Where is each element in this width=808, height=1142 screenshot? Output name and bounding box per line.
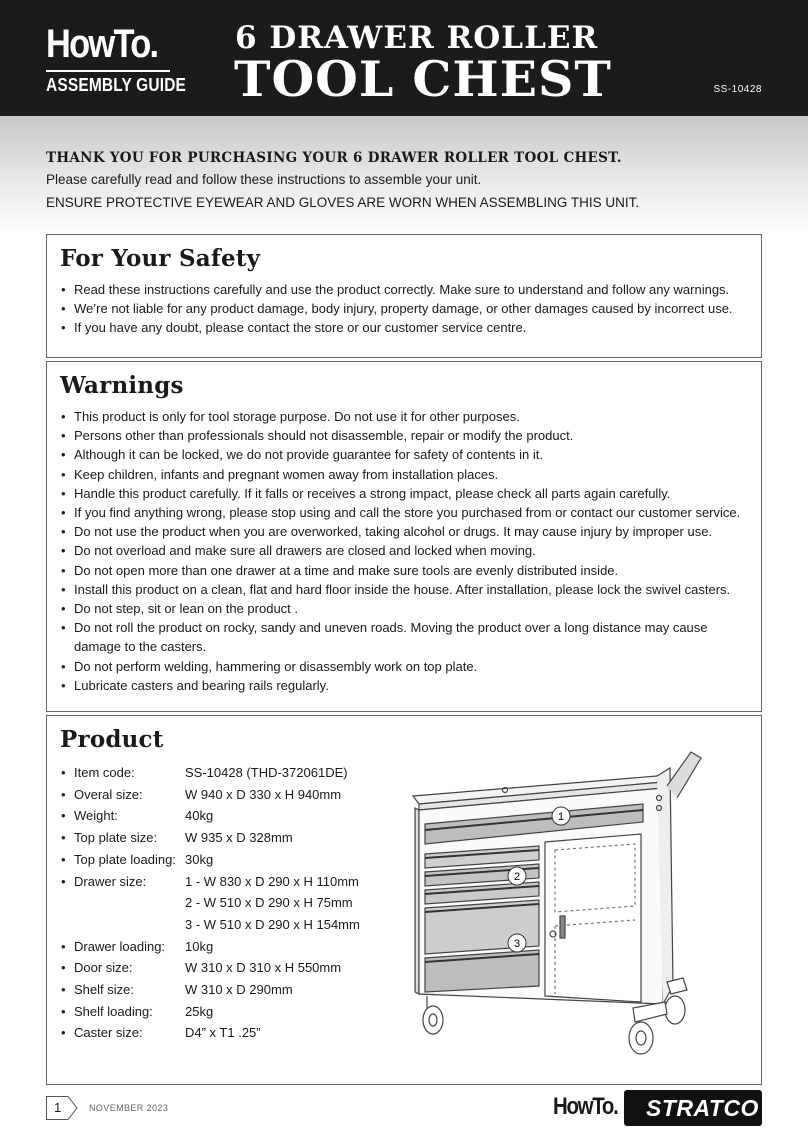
safety-box — [46, 234, 762, 358]
spec-label: • Overal size: — [60, 784, 185, 806]
spec-row — [60, 805, 390, 827]
list-item: • Handle this product carefully. If it falls or receives a strong impact, please check all parts again carefully. — [60, 484, 751, 503]
list-item: • Install this product on a clean, flat and hard floor inside the house. After installation, please lock the swivel casters. — [60, 580, 751, 599]
spec-value: 3 - W 510 x D 290 x H 154mm — [185, 916, 360, 932]
spec-row — [60, 957, 390, 979]
callout-2-label: 2 — [513, 871, 521, 883]
spec-row — [60, 936, 390, 958]
brand-rule — [46, 70, 170, 72]
footer-howto-logo: HowTo. — [553, 1093, 618, 1120]
spec-row — [60, 1001, 390, 1023]
intro-line-1: Please carefully read and follow these instructions to assemble your unit. — [46, 172, 482, 187]
list-item: • Do not step, sit or lean on the product . — [60, 599, 751, 618]
spec-label: • Drawer loading: — [60, 936, 185, 958]
tool-chest-illustration — [405, 746, 755, 1076]
howto-logo — [46, 22, 187, 96]
spec-label: • Door size: — [60, 957, 185, 979]
list-item: • This product is only for tool storage purpose. Do not use it for other purposes. — [60, 407, 751, 426]
safety-title: For Your Safety — [60, 245, 261, 272]
spec-row — [60, 827, 390, 849]
spec-label: • Item code: — [60, 762, 185, 784]
list-item: • If you find anything wrong, please stop using and call the store you purchased from or contact our customer service. — [60, 503, 751, 522]
spec-value: W 310 x D 290mm — [185, 982, 293, 998]
list-item: • Keep children, infants and pregnant women away from installation places. — [60, 465, 751, 484]
spec-label: • Drawer size: — [60, 871, 185, 893]
spec-label: • Top plate size: — [60, 827, 185, 849]
spec-value: W 310 x D 310 x H 550mm — [185, 960, 342, 976]
spec-row — [60, 1022, 390, 1044]
spec-label: • Shelf loading: — [60, 1001, 185, 1023]
spec-value: 2 - W 510 x D 290 x H 75mm — [185, 895, 353, 911]
footer-date: NOVEMBER 2023 — [89, 1103, 169, 1113]
page-number-tab — [46, 1096, 78, 1120]
list-item: • We’re not liable for any product damage, body injury, property damage, or other damages caused by incorrect use. — [60, 299, 751, 318]
warnings-title: Warnings — [60, 372, 184, 399]
spec-row — [60, 762, 390, 784]
callout-1-label: 1 — [557, 811, 565, 823]
spec-value: 40kg — [185, 808, 214, 824]
product-box — [46, 715, 762, 1085]
safety-list — [60, 280, 751, 338]
spec-value: 30kg — [185, 851, 214, 867]
callout-3-label: 3 — [513, 938, 521, 950]
brand-name: HowTo. — [46, 22, 158, 66]
list-item: • Do not perform welding, hammering or disassembly work on top plate. — [60, 657, 751, 676]
title-line-2: TOOL CHEST — [234, 50, 612, 108]
stratco-logo-text: STRATCO — [646, 1095, 759, 1121]
warnings-box — [46, 361, 762, 712]
spec-value: 1 - W 830 x D 290 x H 110mm — [185, 873, 359, 889]
spec-label: • Weight: — [60, 805, 185, 827]
spec-value: SS-10428 (THD-372061DE) — [185, 765, 348, 780]
list-item: • Do not overload and make sure all drawers are closed and locked when moving. — [60, 541, 751, 560]
product-code: SS-10428 — [713, 84, 762, 95]
list-item: • Read these instructions carefully and use the product correctly. Make sure to understand and follow any warnings. — [60, 280, 751, 299]
spec-row — [60, 849, 390, 871]
list-item: • Do not use the product when you are overworked, taking alcohol or drugs. It may cause injury by improper use. — [60, 522, 751, 541]
list-item: • Do not roll the product on rocky, sandy and uneven roads. Moving the product over a long distance may cause damage to the casters. — [60, 618, 751, 656]
spec-label: • Top plate loading: — [60, 849, 185, 871]
product-title: Product — [60, 726, 164, 753]
intro-line-2: ENSURE PROTECTIVE EYEWEAR AND GLOVES ARE WORN WHEN ASSEMBLING THIS UNIT. — [46, 195, 640, 210]
list-item: • Do not open more than one drawer at a time and make sure tools are evenly distributed inside. — [60, 561, 751, 580]
spec-row — [60, 979, 390, 1001]
spec-value: W 940 x D 330 x H 940mm — [185, 786, 342, 802]
spec-row — [60, 892, 390, 914]
brand-subtitle: ASSEMBLY GUIDE — [46, 75, 187, 95]
list-item: • Persons other than professionals should not disassemble, repair or modify the product. — [60, 426, 751, 445]
spec-list — [60, 762, 390, 1044]
spec-label: • Caster size: — [60, 1022, 185, 1044]
spec-value: D4” x T1 .25” — [185, 1025, 261, 1041]
stratco-logo — [624, 1090, 762, 1126]
page-number: 1 — [54, 1100, 62, 1115]
spec-value: 10kg — [185, 938, 214, 954]
spec-row — [60, 871, 390, 893]
spec-label: • Shelf size: — [60, 979, 185, 1001]
list-item: • If you have any doubt, please contact the store or our customer service centre. — [60, 318, 751, 337]
spec-row — [60, 784, 390, 806]
list-item: • Although it can be locked, we do not provide guarantee for safety of contents in it. — [60, 445, 751, 464]
intro-heading: THANK YOU FOR PURCHASING YOUR 6 DRAWER ROLLER TOOL CHEST. — [46, 150, 622, 166]
spec-value: W 935 x D 328mm — [185, 830, 293, 846]
list-item: • Lubricate casters and bearing rails regularly. — [60, 676, 751, 695]
header-banner — [0, 0, 808, 116]
warnings-list — [60, 407, 751, 695]
spec-value: 25kg — [185, 1003, 214, 1019]
title-line-1: 6 DRAWER ROLLER — [235, 20, 599, 56]
spec-row — [60, 914, 390, 936]
